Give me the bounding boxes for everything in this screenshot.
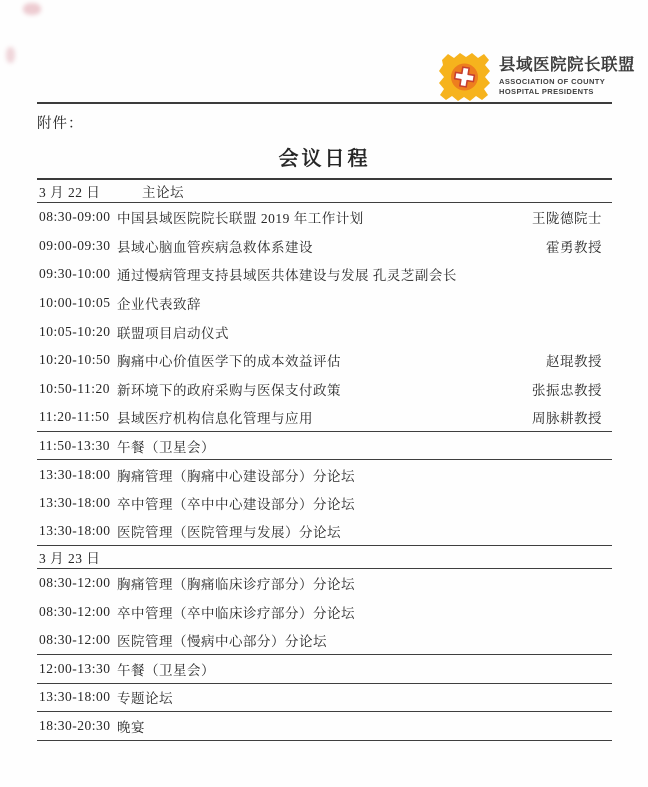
agenda-row	[37, 317, 612, 346]
agenda-topic: 县域心脑血管疾病急救体系建设	[117, 239, 313, 255]
handwriting-red-mark	[23, 3, 41, 15]
agenda-row	[37, 598, 612, 627]
agenda-time: 13:30-18:00	[39, 689, 111, 705]
agenda-topic: 县域医疗机构信息化管理与应用	[117, 410, 313, 426]
agenda-time: 18:30-20:30	[39, 717, 111, 733]
agenda-row	[37, 260, 612, 289]
agenda-topic: 午餐（卫星会）	[117, 662, 215, 678]
agenda-row	[37, 546, 612, 569]
page-title: 会议日程	[278, 148, 371, 170]
agenda-table	[37, 178, 612, 741]
agenda-time: 09:30-10:00	[39, 266, 111, 282]
agenda-topic: 胸痛管理（胸痛临床诊疗部分）分论坛	[117, 577, 355, 593]
agenda-time: 08:30-12:00	[39, 575, 111, 591]
logo-name-cn: 县域医院院长联盟	[499, 56, 635, 74]
association-logo	[437, 52, 635, 102]
agenda-topic: 新环境下的政府采购与医保支付政策	[117, 382, 341, 398]
agenda-speaker: 张振忠教授	[532, 382, 602, 398]
agenda-topic: 专题论坛	[117, 691, 173, 707]
agenda-time: 08:30-09:00	[39, 209, 111, 225]
agenda-row	[37, 375, 612, 404]
agenda-topic: 主论坛	[142, 185, 184, 200]
agenda-topic: 午餐（卫星会）	[117, 439, 215, 455]
agenda-time: 09:00-09:30	[39, 237, 111, 253]
agenda-time: 12:00-13:30	[39, 660, 111, 676]
agenda-topic: 胸痛管理（胸痛中心建设部分）分论坛	[117, 468, 355, 484]
agenda-row	[37, 432, 612, 461]
agenda-time: 08:30-12:00	[39, 632, 111, 648]
agenda-speaker: 赵琨教授	[546, 354, 602, 370]
agenda-row	[37, 203, 612, 232]
agenda-row	[37, 569, 612, 598]
header-divider-rule	[37, 102, 612, 104]
agenda-time: 13:30-18:00	[39, 523, 111, 539]
logo-name-en-line1: ASSOCIATION OF COUNTY	[499, 77, 606, 86]
logo-text-block	[499, 52, 635, 96]
agenda-time: 10:20-10:50	[39, 352, 111, 368]
agenda-topic: 医院管理（医院管理与发展）分论坛	[117, 525, 341, 541]
agenda-time: 13:30-18:00	[39, 466, 111, 482]
agenda-topic: 中国县域医院院长联盟 2019 年工作计划	[117, 211, 364, 227]
agenda-row	[37, 655, 612, 684]
agenda-time: 3 月 23 日	[39, 551, 101, 567]
agenda-speaker: 周脉耕教授	[532, 410, 602, 426]
agenda-row	[37, 403, 612, 432]
agenda-topic: 通过慢病管理支持县域医共体建设与发展 孔灵芝副会长	[117, 268, 457, 284]
agenda-speaker: 王陇德院士	[532, 211, 602, 227]
agenda-topic: 企业代表致辞	[117, 297, 201, 313]
agenda-time: 11:50-13:30	[39, 437, 110, 453]
agenda-row	[37, 489, 612, 518]
agenda-row	[37, 712, 612, 741]
handwriting-red-mark	[6, 47, 15, 63]
agenda-row	[37, 346, 612, 375]
agenda-row	[37, 180, 612, 203]
agenda-row	[37, 289, 612, 318]
agenda-time: 10:50-11:20	[39, 380, 110, 396]
agenda-row	[37, 626, 612, 655]
logo-name-en-line2: HOSPITAL PRESIDENTS	[499, 86, 594, 96]
agenda-topic: 卒中管理（卒中临床诊疗部分）分论坛	[117, 606, 355, 622]
agenda-time: 13:30-18:00	[39, 495, 111, 511]
agenda-time: 08:30-12:00	[39, 604, 111, 620]
agenda-topic: 医院管理（慢病中心部分）分论坛	[117, 634, 327, 650]
stamp-cross-icon	[437, 52, 492, 102]
agenda-row	[37, 460, 612, 489]
agenda-topic: 胸痛中心价值医学下的成本效益评估	[117, 354, 341, 370]
attachment-label: 附件：	[37, 116, 84, 132]
logo-name-en	[499, 77, 635, 96]
agenda-row	[37, 684, 612, 713]
agenda-topic: 晚宴	[117, 719, 145, 735]
agenda-time: 10:00-10:05	[39, 295, 111, 311]
agenda-topic: 卒中管理（卒中中心建设部分）分论坛	[117, 497, 355, 513]
agenda-time: 10:05-10:20	[39, 323, 111, 339]
agenda-time: 11:20-11:50	[39, 408, 110, 424]
agenda-time: 3 月 22 日	[39, 185, 101, 200]
agenda-speaker: 霍勇教授	[546, 239, 602, 255]
agenda-row	[37, 518, 612, 547]
agenda-topic: 联盟项目启动仪式	[117, 325, 229, 341]
agenda-row	[37, 232, 612, 261]
